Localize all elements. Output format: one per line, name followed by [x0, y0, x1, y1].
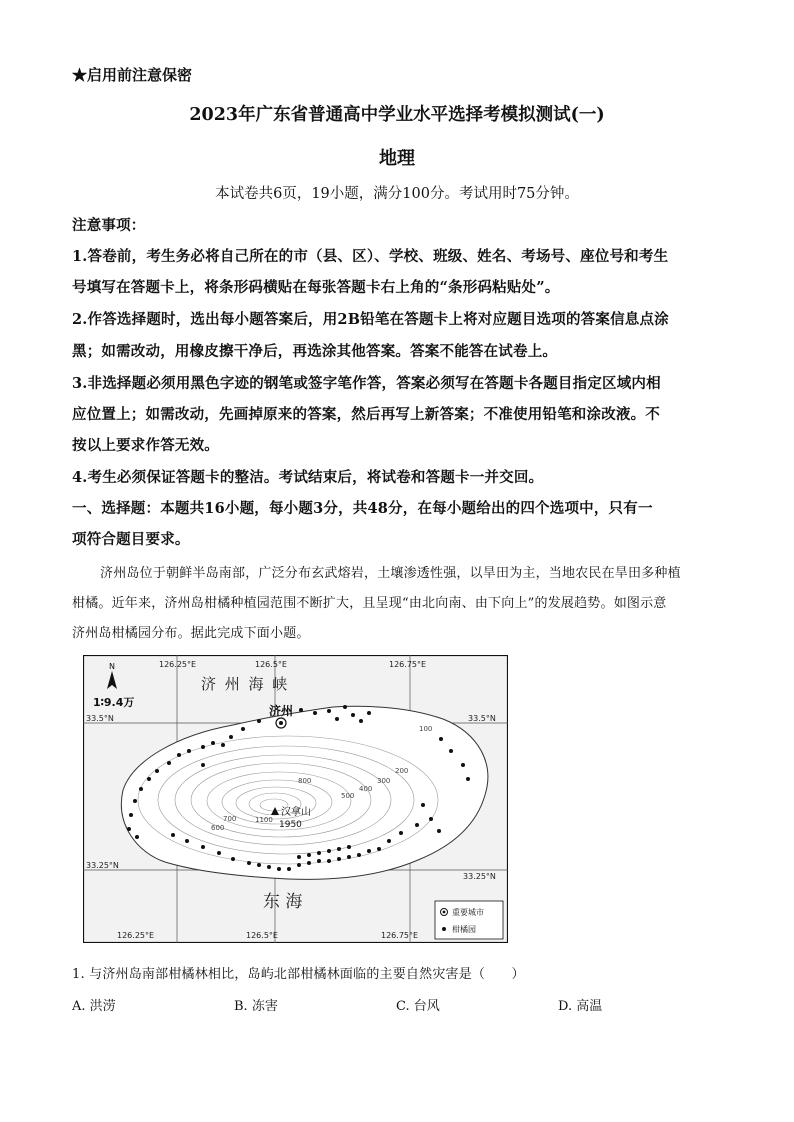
passage-line: 柑橘。近年来，济州岛柑橘种植园范围不断扩大，且呈现“由北向南、由下向上”的发展趋势。如图示意 [72, 596, 667, 611]
peak-name: 汉拿山 [281, 807, 311, 818]
note-line: 号填写在答题卡上，将条形码横贴在每张答题卡右上角的“条形码粘贴处”。 [72, 279, 560, 296]
strait-label: 济 州 海 峡 [201, 675, 290, 693]
exam-title: 2023年广东省普通高中学业水平选择考模拟测试(一) [189, 105, 605, 125]
map-legend [435, 901, 503, 939]
passage-line: 济州岛位于朝鲜半岛南部，广泛分布玄武熔岩，土壤渗透性强，以旱田为主，当地农民在旱田多种植 [100, 566, 681, 581]
option-key: D. [558, 999, 577, 1014]
lon-label: 126.25°E [117, 931, 155, 940]
question-stem: 1. 与济州岛南部柑橘林相比，岛屿北部柑橘林面临的主要自然灾害是（ ） [72, 967, 525, 982]
sea-label: 东 海 [263, 892, 303, 912]
confidential-mark: ★启用前注意保密 [72, 66, 193, 84]
legend-orchard-label: 柑橘园 [452, 925, 476, 934]
lat-label: 33.5°N [468, 714, 496, 723]
contour-label: 700 [223, 815, 237, 823]
option-text: 台风 [413, 999, 440, 1014]
contour-label: 400 [359, 785, 373, 793]
section-heading: 一、选择题：本题共16小题，每小题3分，共48分，在每小题给出的四个选项中，只有一 [72, 500, 653, 517]
lon-label: 126.5°E [255, 660, 287, 669]
passage-line: 济州岛柑橘园分布。据此完成下面小题。 [72, 626, 310, 641]
contour-label: 100 [419, 725, 433, 733]
section-heading: 项符合题目要求。 [72, 531, 190, 548]
peak-elevation: 1950 [279, 820, 302, 830]
city-label: 济州 [269, 704, 294, 718]
note-line: 黑；如需改动，用橡皮擦干净后，再选涂其他答案。答案不能答在试卷上。 [72, 343, 558, 360]
note-line: 按以上要求作答无效。 [72, 437, 219, 454]
contour-label: 300 [377, 777, 391, 785]
contour-label: 1100 [255, 816, 273, 824]
option-text: 高温 [576, 999, 603, 1014]
option-key: B. [234, 999, 252, 1014]
option-key: A. [72, 999, 90, 1014]
lat-label: 33.25°N [86, 861, 119, 870]
note-line: 2.作答选择题时，选出每小题答案后，用2B铅笔在答题卡上将对应题目选项的答案信息点涂 [72, 311, 669, 328]
lat-label: 33.5°N [86, 714, 114, 723]
jeju-orchard-map [83, 655, 508, 943]
legend-city-label: 重要城市 [452, 908, 484, 917]
option-text: 洪涝 [89, 999, 116, 1014]
subject-title: 地理 [379, 148, 415, 169]
lon-label: 126.5°E [246, 931, 278, 940]
option-a[interactable] [72, 995, 116, 1014]
note-line: 4.考生必须保证答题卡的整洁。考试结束后，将试卷和答题卡一并交回。 [72, 469, 544, 486]
option-d[interactable] [558, 995, 602, 1014]
lat-label: 33.25°N [463, 872, 496, 881]
notes-heading: 注意事项： [72, 217, 146, 234]
contour-label: 600 [211, 824, 225, 832]
legend-orchard-icon [442, 927, 446, 931]
option-c[interactable] [396, 995, 440, 1014]
exam-info: 本试卷共6页，19小题，满分100分。考试用时75分钟。 [215, 186, 579, 202]
lon-label: 126.25°E [159, 660, 197, 669]
map-scale: 1∶9.4万 [93, 696, 135, 709]
option-b[interactable] [234, 995, 278, 1014]
contour-label: 500 [341, 792, 355, 800]
lon-label: 126.75°E [381, 931, 419, 940]
lon-label: 126.75°E [389, 660, 427, 669]
contour-label: 800 [298, 777, 312, 785]
north-letter: N [109, 662, 115, 671]
note-line: 3.非选择题必须用黑色字迹的钢笔或签字笔作答，答案必须写在答题卡各题目指定区域内相 [72, 375, 661, 392]
note-line: 应位置上；如需改动，先画掉原来的答案，然后再写上新答案；不准使用铅笔和涂改液。不 [72, 406, 660, 423]
contour-label: 200 [395, 767, 409, 775]
option-text: 冻害 [251, 999, 278, 1014]
note-line: 1.答卷前，考生务必将自己所在的市（县、区）、学校、班级、姓名、考场号、座位号和考生 [72, 248, 669, 265]
option-key: C. [396, 999, 414, 1014]
